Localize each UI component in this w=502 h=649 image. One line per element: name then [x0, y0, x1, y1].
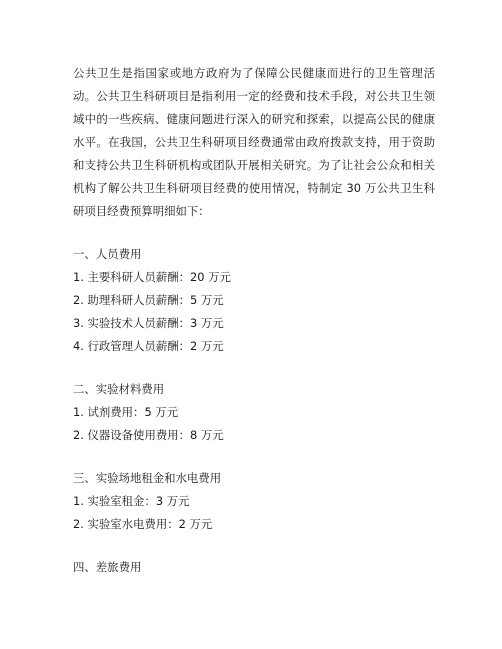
list-item: 1. 实验室租金：3 万元	[73, 494, 190, 508]
section-title: 一、人员费用	[73, 247, 142, 261]
intro-paragraph: 公共卫生是指国家或地方政府为了保障公民健康而进行的卫生管理活动。公共卫生科研项目是指利用一定的经费和技术手段，对公共卫生领域中的一些疾病、健康问题进行深入的研究和探索，以提高公民的健康水平。在我国，公共卫生科研项目经费通常由政府拨款支持，用于资助和支持公共卫生科研机构或团队开展相关研究。为了让社会公众和相关机构了解公共卫生科研项目经费的使用情况，特制定 30 万公共卫生科研项目经费预算明细如下：	[73, 66, 435, 218]
list-item: 1. 试剂费用：5 万元	[73, 405, 179, 419]
document-body	[73, 62, 435, 579]
list-item: 2. 实验室水电费用：2 万元	[73, 517, 213, 531]
section-materials	[73, 378, 435, 447]
list-item: 2. 助理科研人员薪酬：5 万元	[73, 293, 224, 307]
section-travel	[73, 556, 435, 579]
list-item: 1. 主要科研人员薪酬：20 万元	[73, 270, 231, 284]
section-title: 二、实验材料费用	[73, 382, 165, 396]
section-title: 四、差旅费用	[73, 560, 142, 574]
section-personnel	[73, 243, 435, 358]
list-item: 2. 仪器设备使用费用：8 万元	[73, 428, 224, 442]
section-title: 三、实验场地租金和水电费用	[73, 471, 222, 485]
section-venue	[73, 467, 435, 536]
list-item: 4. 行政管理人员薪酬：2 万元	[73, 339, 224, 353]
list-item: 3. 实验技术人员薪酬：3 万元	[73, 316, 224, 330]
